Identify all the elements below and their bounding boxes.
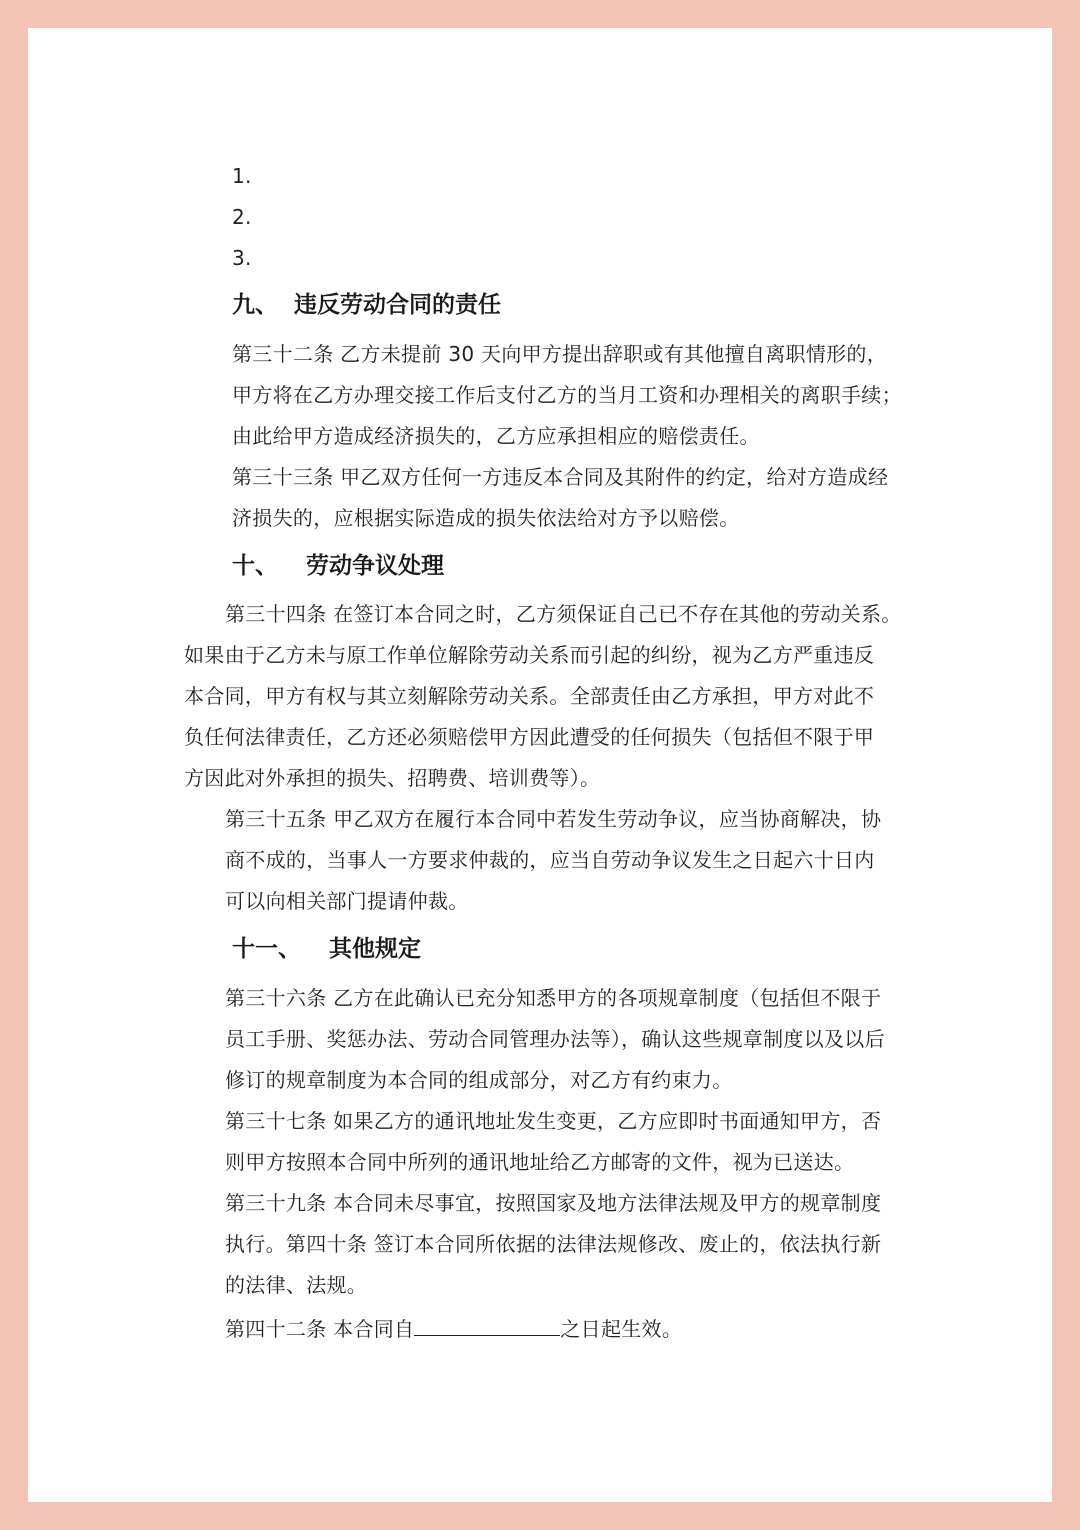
paragraph-line: 商不成的，当事人一方要求仲裁的，应当自劳动争议发生之日起六十日内 (225, 848, 875, 872)
paragraph-line: 方因此对外承担的损失、招聘费、培训费等）。 (184, 766, 601, 790)
list-item: 3. (232, 246, 252, 270)
paragraph-line: 由此给甲方造成经济损失的，乙方应承担相应的赔偿责任。 (232, 424, 760, 448)
section-title: 违反劳动合同的责任 (294, 292, 501, 318)
section-number: 九、 (232, 292, 278, 318)
paragraph-line: 第三十三条 甲乙双方任何一方违反本合同及其附件的约定，给对方造成经 (232, 465, 889, 489)
section-heading-10 (232, 551, 444, 581)
paragraph-line: 济损失的，应根据实际造成的损失依法给对方予以赔偿。 (232, 506, 740, 530)
paragraph-line: 负任何法律责任，乙方还必须赔偿甲方因此遭受的任何损失（包括但不限于甲 (184, 725, 875, 749)
paragraph-line: 的法律、法规。 (225, 1273, 368, 1297)
paragraph-line: 第三十二条 乙方未提前 30 天向甲方提出辞职或有其他擅自离职情形的， (232, 342, 888, 366)
section-number: 十一、 (232, 936, 301, 962)
section-title: 其他规定 (329, 936, 421, 962)
paragraph-line: 第三十九条 本合同未尽事宜，按照国家及地方法律法规及甲方的规章制度 (225, 1191, 882, 1215)
paragraph-line: 甲方将在乙方办理交接工作后支付乙方的当月工资和办理相关的离职手续； (232, 383, 902, 407)
paragraph-line: 修订的规章制度为本合同的组成部分，对乙方有约束力。 (225, 1068, 733, 1092)
paragraph-line: 第三十五条 甲乙双方在履行本合同中若发生劳动争议，应当协商解决，协 (225, 807, 882, 831)
paragraph-line: 本合同，甲方有权与其立刻解除劳动关系。全部责任由乙方承担，甲方对此不 (184, 684, 875, 708)
paragraph-line: 第三十四条 在签订本合同之时，乙方须保证自己已不存在其他的劳动关系。 (225, 602, 902, 626)
effective-date-clause (225, 1313, 682, 1343)
section-title: 劳动争议处理 (306, 553, 444, 579)
list-item: 2. (232, 205, 252, 229)
section-heading-9 (232, 290, 501, 320)
paragraph-line: 执行。第四十条 签订本合同所依据的法律法规修改、废止的，依法执行新 (225, 1232, 882, 1256)
section-number: 十、 (232, 553, 278, 579)
clause-prefix: 第四十二条 本合同自 (225, 1317, 415, 1341)
paragraph-line: 员工手册、奖惩办法、劳动合同管理办法等），确认这些规章制度以及以后 (225, 1027, 885, 1051)
clause-suffix: 之日起生效。 (560, 1317, 683, 1341)
paragraph-line: 第三十六条 乙方在此确认已充分知悉甲方的各项规章制度（包括但不限于 (225, 986, 882, 1010)
section-heading-11 (232, 934, 421, 964)
paragraph-line: 如果由于乙方未与原工作单位解除劳动关系而引起的纠纷，视为乙方严重违反 (184, 643, 875, 667)
paragraph-line: 可以向相关部门提请仲裁。 (225, 889, 469, 913)
paragraph-line: 第三十七条 如果乙方的通讯地址发生变更，乙方应即时书面通知甲方，否 (225, 1109, 882, 1133)
list-item: 1. (232, 164, 252, 188)
paragraph-line: 则甲方按照本合同中所列的通讯地址给乙方邮寄的文件，视为已送达。 (225, 1150, 855, 1174)
date-blank-line (414, 1313, 560, 1336)
